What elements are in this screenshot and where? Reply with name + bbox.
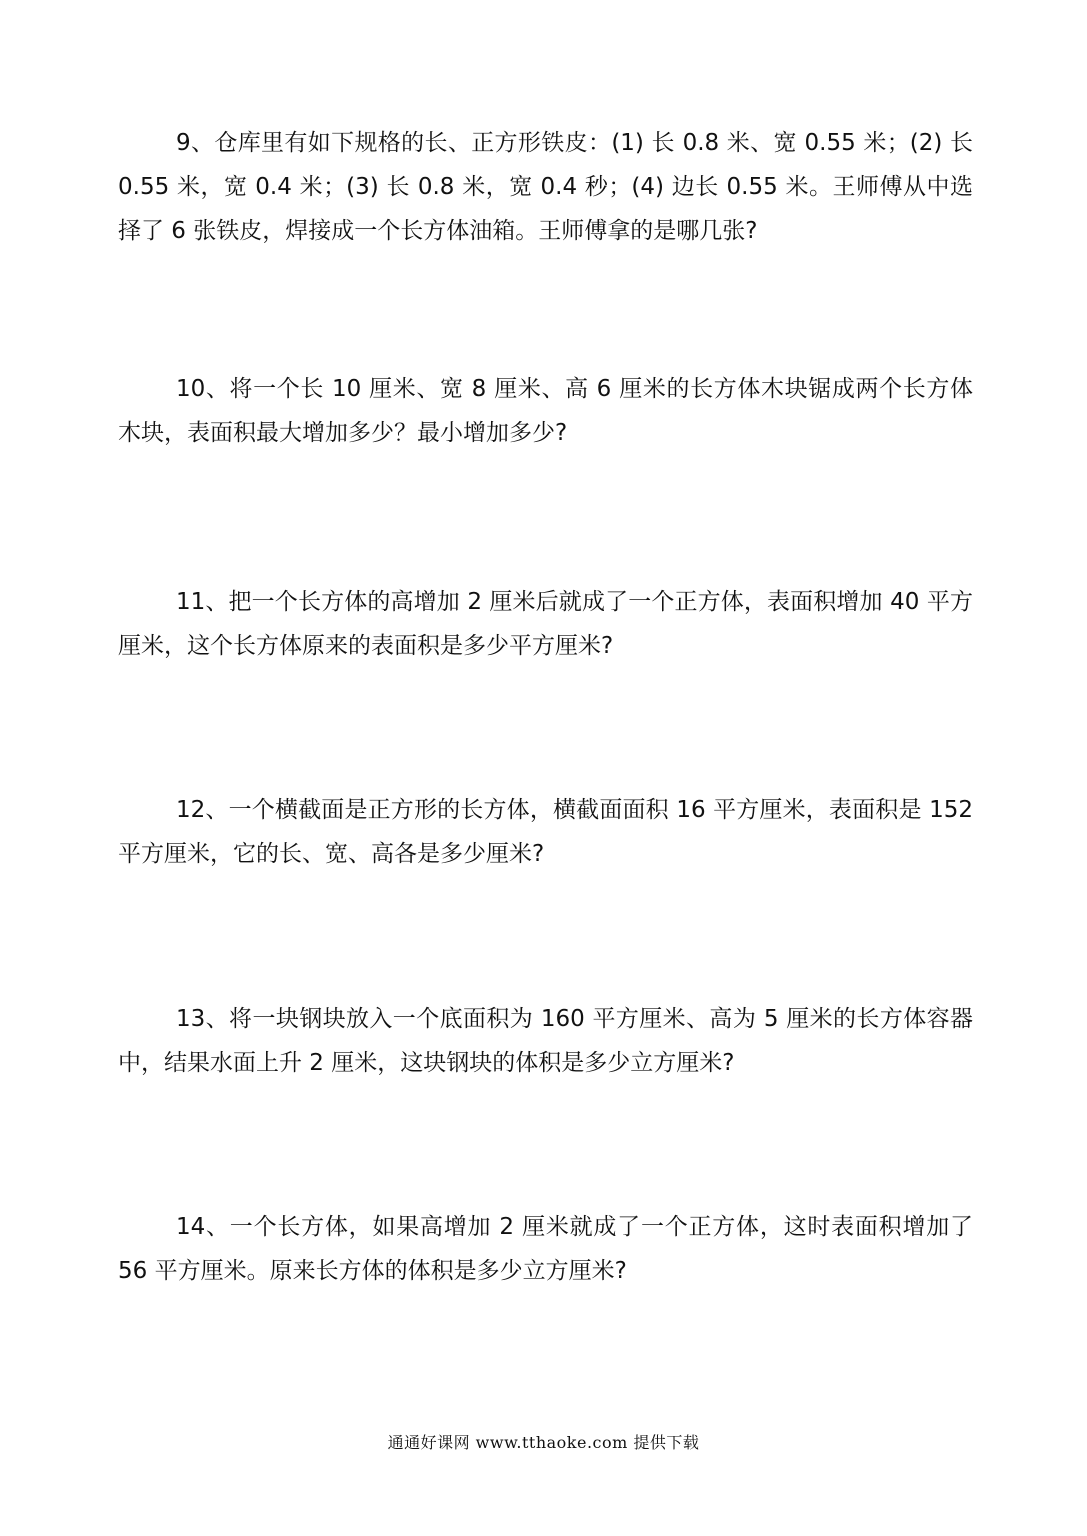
problem-13: 13、将一块钢块放入一个底面积为 160 平方厘米、高为 5 厘米的长方体容器中，结果水面上升 2 厘米，这块钢块的体积是多少立方厘米? bbox=[118, 1006, 973, 1076]
problem-12: 12、一个横截面是正方形的长方体，横截面面积 16 平方厘米，表面积是 152 平方厘米，它的长、宽、高各是多少厘米? bbox=[118, 797, 973, 867]
problem-10: 10、将一个长 10 厘米、宽 8 厘米、高 6 厘米的长方体木块锯成两个长方体木块，表面积最大增加多少？最小增加多少? bbox=[118, 376, 973, 446]
page-footer: 通通好课网 www.tthaoke.com 提供下载 bbox=[387, 1433, 700, 1452]
problem-9: 9、仓库里有如下规格的长、正方形铁皮：(1) 长 0.8 米、宽 0.55 米；(2) 长 0.55 米，宽 0.4 米；(3) 长 0.8 米，宽 0.4 秒；(4) 边长 0.55 米。王师傅从中选择了 6 张铁皮，焊接成一个长方体油箱。王师傅拿的是哪几张? bbox=[118, 130, 973, 244]
problem-11: 11、把一个长方体的高增加 2 厘米后就成了一个正方体，表面积增加 40 平方厘米，这个长方体原来的表面积是多少平方厘米? bbox=[118, 589, 973, 659]
problem-14: 14、一个长方体，如果高增加 2 厘米就成了一个正方体，这时表面积增加了 56 平方厘米。原来长方体的体积是多少立方厘米? bbox=[118, 1214, 973, 1284]
